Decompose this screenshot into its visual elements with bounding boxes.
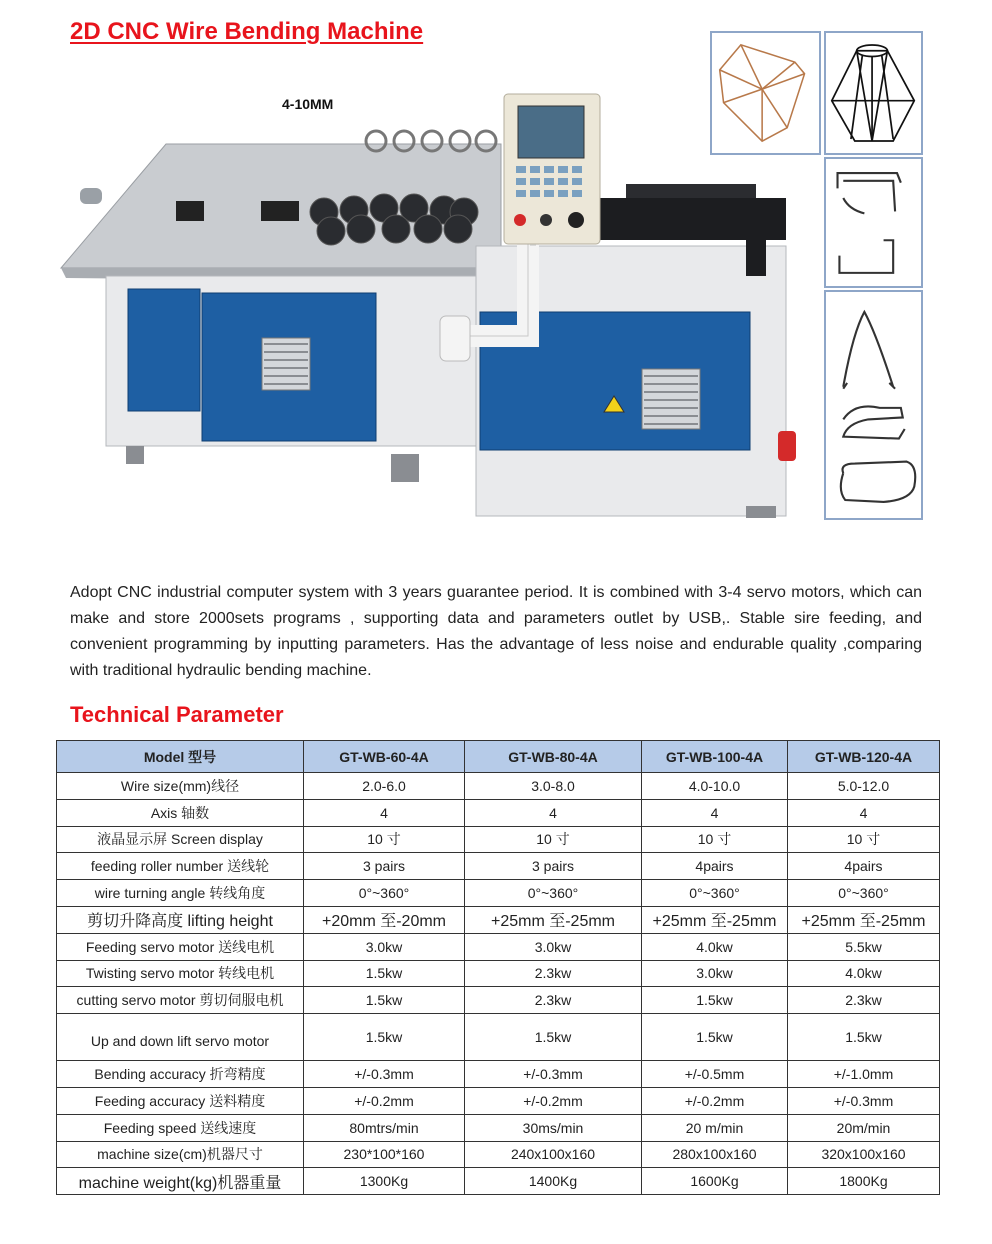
table-cell: 30ms/min (465, 1114, 642, 1141)
table-row (57, 826, 940, 853)
table-cell: 4 (788, 799, 940, 826)
table-row (57, 1141, 940, 1168)
table-cell: 20 m/min (642, 1114, 788, 1141)
table-cell: +20mm 至-20mm (304, 906, 465, 933)
table-cell: 5.0-12.0 (788, 773, 940, 800)
table-cell: +/-0.2mm (465, 1087, 642, 1114)
table-cell: 3.0-8.0 (465, 773, 642, 800)
table-cell: 1400Kg (465, 1168, 642, 1195)
row-label: 剪切升降高度 lifting height (57, 906, 304, 933)
table-row (57, 1114, 940, 1141)
row-label: Feeding accuracy 送料精度 (57, 1087, 304, 1114)
row-label: machine weight(kg)机器重量 (57, 1168, 304, 1195)
table-cell: 280x100x160 (642, 1141, 788, 1168)
table-cell: 4pairs (642, 853, 788, 880)
table-cell: 1800Kg (788, 1168, 940, 1195)
table-cell: +/-0.2mm (304, 1087, 465, 1114)
table-cell: 2.3kw (465, 987, 642, 1014)
row-label: Axis 轴数 (57, 799, 304, 826)
table-cell: 230*100*160 (304, 1141, 465, 1168)
table-cell: 0°~360° (788, 880, 940, 907)
row-label: 液晶显示屏 Screen display (57, 826, 304, 853)
table-row (57, 773, 940, 800)
table-row (57, 1087, 940, 1114)
table-row (57, 880, 940, 907)
table-cell: 3.0kw (642, 960, 788, 987)
section-title-technical-parameter: Technical Parameter (70, 702, 284, 727)
table-cell: 0°~360° (465, 880, 642, 907)
table-cell: 10 寸 (788, 826, 940, 853)
table-cell: 3.0kw (465, 933, 642, 960)
row-label: Feeding servo motor 送线电机 (57, 933, 304, 960)
table-cell: 0°~360° (304, 880, 465, 907)
table-cell: 4 (304, 799, 465, 826)
table-cell: 240x100x160 (465, 1141, 642, 1168)
table-row (57, 853, 940, 880)
table-cell: 10 寸 (304, 826, 465, 853)
table-cell: 10 寸 (642, 826, 788, 853)
sample-wire-bends-image (824, 290, 923, 520)
table-cell: 1.5kw (788, 1014, 940, 1061)
row-label: machine size(cm)机器尺寸 (57, 1141, 304, 1168)
technical-parameter-table (56, 740, 940, 1195)
machine-photo (56, 86, 796, 522)
table-cell: 4.0kw (642, 933, 788, 960)
table-cell: 3.0kw (304, 933, 465, 960)
table-cell: 3 pairs (465, 853, 642, 880)
table-row (57, 1014, 940, 1061)
table-cell: 2.3kw (788, 987, 940, 1014)
sample-wire-lampshade-image (824, 31, 923, 155)
table-cell: 2.3kw (465, 960, 642, 987)
table-cell: 1.5kw (642, 987, 788, 1014)
sample-wire-polyhedron-image (710, 31, 821, 155)
page-title: 2D CNC Wire Bending Machine (70, 18, 424, 45)
table-cell: +/-0.3mm (465, 1061, 642, 1088)
table-cell: 1.5kw (465, 1014, 642, 1061)
table-cell: 3 pairs (304, 853, 465, 880)
table-cell: 1300Kg (304, 1168, 465, 1195)
row-label: Twisting servo motor 转线电机 (57, 960, 304, 987)
table-cell: 4 (465, 799, 642, 826)
table-cell: 1.5kw (304, 987, 465, 1014)
row-label: wire turning angle 转线角度 (57, 880, 304, 907)
header-gt-wb-120-4a: GT-WB-120-4A (788, 741, 940, 773)
row-label: Wire size(mm)线径 (57, 773, 304, 800)
table-cell: 20m/min (788, 1114, 940, 1141)
row-label: Up and down lift servo motor (57, 1014, 304, 1061)
header-gt-wb-60-4a: GT-WB-60-4A (304, 741, 465, 773)
row-label: cutting servo motor 剪切伺服电机 (57, 987, 304, 1014)
sample-wire-hook-image (824, 157, 923, 288)
table-cell: 1600Kg (642, 1168, 788, 1195)
table-cell: +/-0.3mm (304, 1061, 465, 1088)
table-cell: 4.0kw (788, 960, 940, 987)
table-cell: +/-0.2mm (642, 1087, 788, 1114)
table-cell: +25mm 至-25mm (465, 906, 642, 933)
table-cell: 1.5kw (304, 1014, 465, 1061)
table-row (57, 960, 940, 987)
table-cell: 4 (642, 799, 788, 826)
header-model: Model 型号 (57, 741, 304, 773)
table-cell: 2.0-6.0 (304, 773, 465, 800)
table-row (57, 1168, 940, 1195)
header-gt-wb-80-4a: GT-WB-80-4A (465, 741, 642, 773)
table-cell: +25mm 至-25mm (788, 906, 940, 933)
table-cell: +/-0.3mm (788, 1087, 940, 1114)
table-cell: 1.5kw (304, 960, 465, 987)
table-row (57, 1061, 940, 1088)
table-cell: +/-0.5mm (642, 1061, 788, 1088)
table-cell: +/-1.0mm (788, 1061, 940, 1088)
table-cell: +25mm 至-25mm (642, 906, 788, 933)
table-cell: 320x100x160 (788, 1141, 940, 1168)
table-cell: 5.5kw (788, 933, 940, 960)
row-label: Bending accuracy 折弯精度 (57, 1061, 304, 1088)
wire-size-label: 4-10MM (282, 96, 334, 112)
row-label: feeding roller number 送线轮 (57, 853, 304, 880)
table-row (57, 933, 940, 960)
table-cell: 0°~360° (642, 880, 788, 907)
header-gt-wb-100-4a: GT-WB-100-4A (642, 741, 788, 773)
table-row (57, 906, 940, 933)
table-row (57, 799, 940, 826)
table-header-row (57, 741, 940, 773)
table-row (57, 987, 940, 1014)
product-description: Adopt CNC industrial computer system with 3 years guarantee period. It is combined with 3-4 servo motors, which can make and store 2000sets programs , supporting data and parameters outlet by USB,. Stable sire feeding, and convenient programming by inputting parameters. Has the advantage of less noise and endurable quality ,comparing with traditional hydraulic bending machine. (70, 584, 922, 679)
table-cell: 4pairs (788, 853, 940, 880)
table-cell: 10 寸 (465, 826, 642, 853)
table-cell: 1.5kw (642, 1014, 788, 1061)
row-label: Feeding speed 送线速度 (57, 1114, 304, 1141)
table-cell: 4.0-10.0 (642, 773, 788, 800)
table-cell: 80mtrs/min (304, 1114, 465, 1141)
